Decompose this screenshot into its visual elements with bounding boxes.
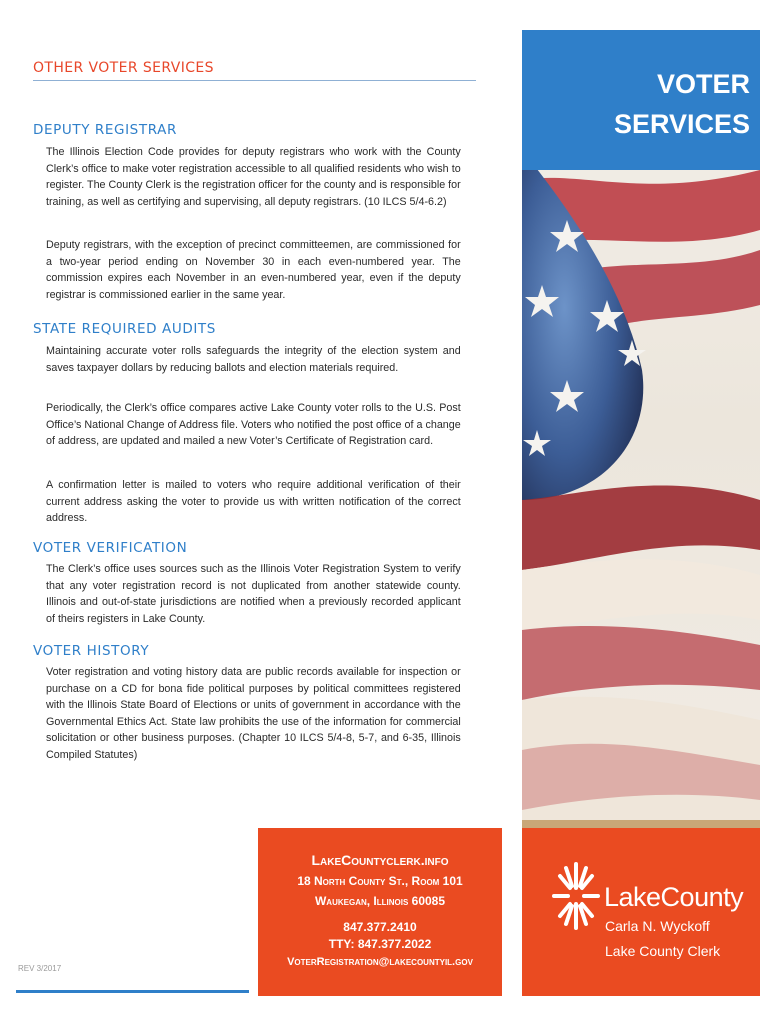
bottom-divider <box>16 990 249 993</box>
organization-name: LakeCounty <box>604 882 744 912</box>
address-line-2: Waukegan, Illinois 60085 <box>314 894 446 908</box>
cover-title-line-2: SERVICES <box>613 109 750 139</box>
cover-title-line-1: VOTER <box>656 69 750 99</box>
audits-paragraph-1: Maintaining accurate voter rolls safeguards the integrity of the election system and saves taxpayer dollars by reducing ballots and election materials required. <box>46 345 461 374</box>
audits-paragraph-2: Periodically, the Clerk’s office compares active Lake County voter rolls to the U.S. Post Office’s National Change of Address file. Voters who notified the post office of a change of address, are updated and mailed a new Voter’s Certificate of Registration card. <box>46 402 461 447</box>
section-title: OTHER VOTER SERVICES <box>33 60 214 76</box>
deputy-paragraph-2: Deputy registrars, with the exception of precinct committeemen, are commissioned for a two-year period ending on November 30 in each even-numbered year. The commission expires each November in an even-numbered year, even if the deputy registrar is commissioned earlier in the same year. <box>46 239 461 301</box>
heading-deputy-registrar: DEPUTY REGISTRAR <box>33 122 177 138</box>
audits-paragraph-3: A confirmation letter is mailed to voters who require additional verification of their current address asking the voter to provide us with written notification of the correct address. <box>46 479 461 524</box>
heading-state-audits: STATE REQUIRED AUDITS <box>33 321 216 337</box>
lake-county-logo-icon <box>548 858 604 934</box>
revision-label: REV 3/2017 <box>18 964 62 973</box>
title-divider <box>33 80 476 81</box>
tty-number[interactable]: TTY: 847.377.2022 <box>328 937 432 951</box>
email-link[interactable]: VoterRegistration@lakecountyil.gov <box>287 956 473 968</box>
verification-paragraph: The Clerk’s office uses sources such as the Illinois Voter Registration System to verify that any voter registration record is not duplicated from another statewide county. Illinois and out-of-state jurisdictions are notified when a previously recorded applicant of theirs registers in Lake County. <box>46 563 461 625</box>
clerk-name: Carla N. Wyckoff <box>605 918 710 934</box>
heading-voter-verification: VOTER VERIFICATION <box>33 540 188 556</box>
clerk-title: Lake County Clerk <box>605 943 721 959</box>
history-paragraph: Voter registration and voting history data are public records available for inspection or purchase on a CD for bona fide political purposes by political committees registered with the Illinois State Board of Elections or units of government in accordance with the Governmental Ethics Act. State law prohibits the use of the information for commercial solicitation or other business purposes. (Chapter 10 ILCS 5/4-8, 5-7, and 6-35, Illinois Compiled Statutes) <box>46 666 461 761</box>
heading-voter-history: VOTER HISTORY <box>33 643 150 659</box>
cover-title <box>522 64 750 144</box>
address-line-1: 18 North County St., Room 101 <box>297 874 463 888</box>
phone-number[interactable]: 847.377.2410 <box>343 920 417 934</box>
deputy-paragraph-1: The Illinois Election Code provides for deputy registrars who work with the County Clerk’s office to make voter registration accessible to all qualified residents who wish to register. The County Clerk is the registration officer for the county and is responsible for training, as well as certifying and supervising, all deputy registrars. (10 ILCS 5/4-6.2) <box>46 146 461 208</box>
website-link[interactable]: LakeCountyclerk.info <box>311 852 449 868</box>
tan-accent-strip <box>522 820 760 828</box>
